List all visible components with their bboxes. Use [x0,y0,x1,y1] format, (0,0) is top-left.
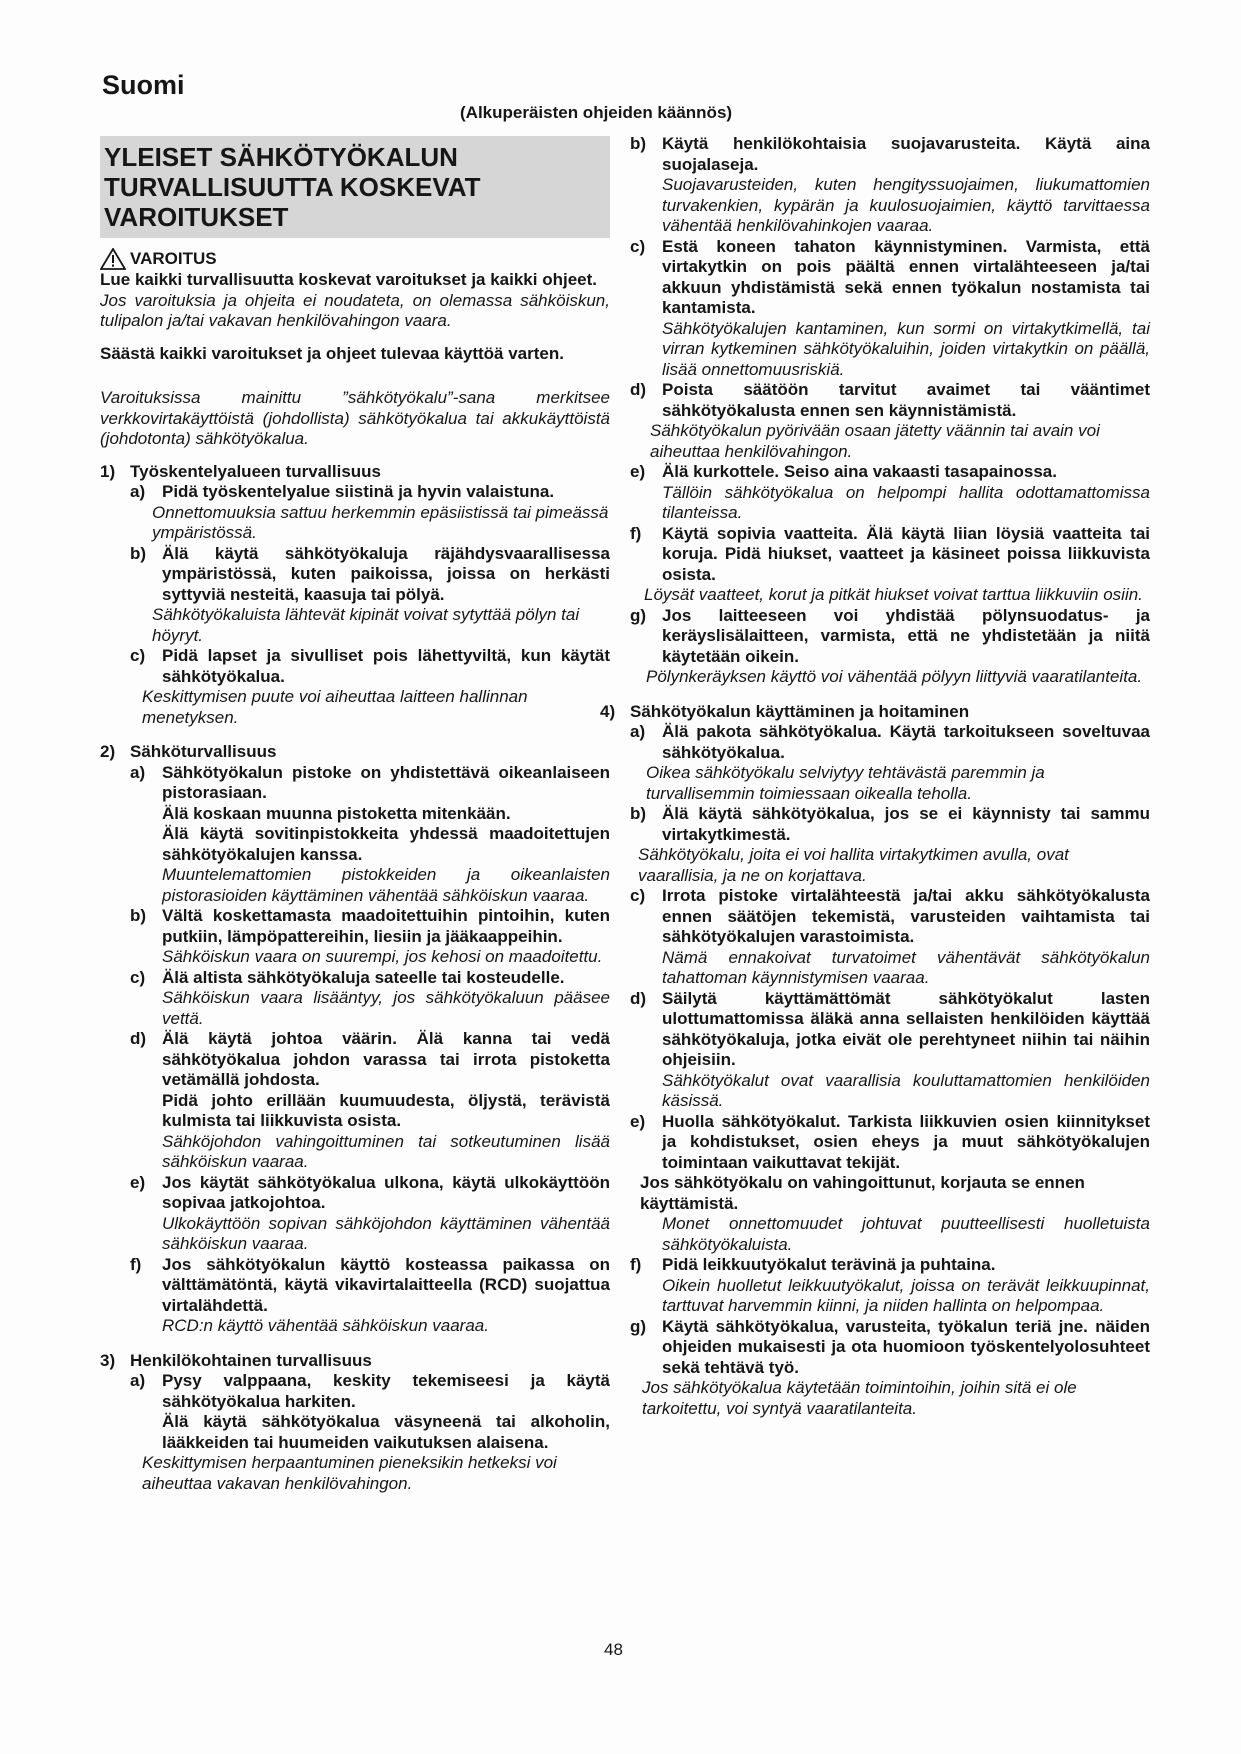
section-4-item-c [630,886,1150,948]
item-letter: e) [630,1111,646,1131]
section-title: Työskentelyalueen turvallisuus [130,461,381,481]
item-letter: f) [630,523,642,543]
section-number: 1) [100,461,116,481]
item-letter: f) [130,1254,142,1274]
left-column [100,136,610,1494]
item-italic-text: Sähköjohdon vahingoittuminen tai sotkeutuminen lisää sähköiskun vaaraa. [162,1131,610,1171]
item-letter: a) [630,722,646,741]
item-italic-text: Sähkötyökalun pyörivään osaan jätetty väännin tai avain voi aiheuttaa henkilövahingon. [650,421,1100,461]
section-1-item-c [130,646,610,687]
section-3-item-f [630,524,1150,586]
item-letter: g) [630,1316,647,1336]
section-number: 4) [600,701,616,721]
warning-label [100,248,610,270]
item-italic-text: Sähköiskun vaara lisääntyy, jos sähkötyökaluun pääsee vettä. [162,988,610,1028]
section-title: Sähkötyökalun käyttäminen ja hoitaminen [630,701,970,721]
section-2-item-b [130,906,610,947]
item-bold-text: Älä käytä sovitinpistokkeita yhdessä maadoitettujen sähkötyökalujen kanssa. [162,824,610,864]
warning-label-text: VAROITUS [130,248,217,268]
section-number: 2) [100,742,116,761]
item-letter: c) [130,646,146,665]
section-2-item-e [130,1173,610,1214]
item-italic-text: Pölynkeräyksen käyttö voi vähentää pölyyn liittyviä vaaratilanteita. [646,667,1143,686]
section-3-item-c [630,237,1150,319]
item-italic-text: Muuntelemattomien pistokkeiden ja oikeanlaisten pistorasioiden käyttäminen vähentää sähköiskun vaaraa. [162,865,610,905]
section-3-item-b [630,134,1150,175]
item-italic-text: Suojavarusteiden, kuten hengityssuojaimen, liukumattomien turvakenkien, kypärän ja kuulosuojaimien, käyttö tarvittaessa vähentää henkilövahinkojen vaaraa. [662,175,1150,235]
item-italic-text: Onnettomuuksia sattuu herkemmin epäsiistissä tai pimeässä ympäristössä. [152,502,609,542]
item-letter: a) [130,482,146,501]
section-title: Sähköturvallisuus [130,742,277,761]
section-4-item-a [630,722,1150,763]
warning-intro-italic: Jos varoituksia ja ohjeita ei noudateta, on olemassa sähköiskun, tulipalon ja/tai vakavan henkilövahingon vaara. [100,290,610,330]
heading-line: VAROITUKSET [104,202,289,232]
item-italic-text: Sähkötyökalut ovat vaarallisia kouluttamattomien henkilöiden käsissä. [662,1070,1150,1110]
item-bold-text: Pysy valppaana, keskity tekemiseesi ja käytä sähkötyökalua harkiten. [162,1371,610,1411]
item-letter: c) [630,886,646,905]
translation-subtitle: (Alkuperäisten ohjeiden käännös) [460,103,733,122]
item-bold-text: Älä kurkottele. Seiso aina vakaasti tasapainossa. [662,462,1057,481]
section-2-item-f [130,1255,610,1317]
item-bold-text: Jos laitteeseen voi yhdistää pölynsuodatus- ja keräyslisälaitteen, varmista, että ne yhdistetään ja niitä käytetään oikein. [662,605,1150,666]
section-1-item-b [130,544,610,606]
item-bold-text: Huolla sähkötyökalut. Tarkista liikkuvien osien kiinnitykset ja kohdistukset, osien eheys ja muut sähkötyökalujen toimintaan vaikuttavat tekijät. [662,1111,1150,1172]
item-italic-text: Monet onnettomuudet johtuvat puutteellisesti huolletuista sähkötyökaluista. [662,1214,1150,1254]
item-letter: e) [630,462,646,481]
item-bold-text: Älä altista sähkötyökaluja sateelle tai kosteudelle. [162,967,565,987]
item-letter: f) [630,1255,642,1274]
item-bold-text: Säilytä käyttämättömät sähkötyökalut lasten ulottumattomissa äläkä anna sellaisten henkilöiden käyttää sähkötyökaluja, jotka eivät ole perehtyneet niihin tai näihin ohjeisiin. [662,988,1150,1069]
item-bold-text: Pidä leikkuutyökalut terävinä ja puhtaina. [662,1255,996,1274]
item-italic-text: Jos sähkötyökalua käytetään toimintoihin, joihin sitä ei ole tarkoitettu, voi syntyä vaaratilanteita. [642,1378,1077,1418]
item-italic-text: Sähköiskun vaara on suurempi, jos kehosi on maadoitettu. [162,947,603,966]
item-italic-text: Nämä ennakoivat turvatoimet vähentävät sähkötyökalun tahattoman käynnistymisen vaaraa. [662,947,1150,987]
section-title: Henkilökohtainen turvallisuus [130,1350,372,1370]
item-bold-text: Pidä lapset ja sivulliset pois lähettyviltä, kun käytät sähkötyökalua. [162,646,610,686]
item-bold-text: Älä käytä sähkötyökaluja räjähdysvaarallisessa ympäristössä, kuten paikoissa, joissa on herkästi syttyviä nesteitä, kaasuja tai pölyä. [162,543,610,604]
section-4-item-g [630,1317,1150,1379]
item-bold-text: Älä koskaan muunna pistoketta mitenkään. [162,803,511,823]
section-4-item-f [630,1255,1150,1276]
item-bold-text: Vältä koskettamasta maadoitettuihin pintoihin, kuten putkiin, lämpöpattereihin, liesiin ja jääkaappeihin. [162,906,610,946]
item-bold-text: Poista säätöön tarvitut avaimet tai vääntimet sähkötyökalusta ennen sen käynnistämistä. [662,380,1150,420]
item-letter: a) [130,762,146,782]
item-italic-text: Sähkötyökalujen kantaminen, kun sormi on virtakytkimellä, tai virran kytkeminen sähkötyökaluihin, joiden virtakytkin on päällä, lisää onnettomuusriskiä. [662,318,1150,379]
section-4-title [600,702,1150,723]
section-number: 3) [100,1350,116,1370]
item-bold-text: Jos sähkötyökalu on vahingoittunut, korjauta se ennen käyttämistä. [640,1173,1085,1213]
item-letter: g) [630,605,647,625]
item-bold-text: Jos käytät sähkötyökalua ulkona, käytä ulkokäyttöön sopivaa jatkojohtoa. [162,1172,610,1212]
item-italic-text: Oikein huolletut leikkuutyökalut, joissa on terävät leikkuupinnat, tarttuvat harvemmin kiinni, ja niiden hallinta on helpompaa. [662,1275,1150,1315]
section-4-item-b [630,804,1150,845]
section-3-item-a [130,1371,610,1412]
item-bold-text: Käytä sopivia vaatteita. Älä käytä liian löysiä vaatteita tai koruja. Pidä hiukset, vaatteet ja käsineet poissa liikkuvista osista. [662,523,1150,584]
item-bold-text: Käytä henkilökohtaisia suojavarusteita. Käytä aina suojalaseja. [662,134,1150,174]
warning-save-text: Säästä kaikki varoitukset ja ohjeet tulevaa käyttöä varten. [100,343,564,363]
item-bold-text: Älä käytä sähkötyökalua väsyneenä tai alkoholin, lääkkeiden tai huumeiden vaikutuksen alaisena. [162,1412,610,1452]
item-letter: c) [630,236,646,256]
item-bold-text: Käytä sähkötyökalua, varusteita, työkalun teriä jne. näiden ohjeiden mukaisesti ja ota huomioon työskentelyolosuhteet sekä tehtävä työ. [662,1316,1150,1377]
right-column [600,134,1150,1419]
page-number: 48 [604,1640,623,1659]
section-3-title [100,1351,610,1372]
section-2-item-c [130,968,610,989]
section-3-item-g [630,606,1150,668]
item-italic-text: Sähkötyökaluista lähtevät kipinät voivat sytyttää pölyn tai höyryt. [152,605,580,645]
item-letter: d) [630,380,647,399]
item-bold-text: Älä pakota sähkötyökalua. Käytä tarkoitukseen soveltuvaa sähkötyökalua. [662,722,1150,762]
item-bold-text: Älä käytä sähkötyökalua, jos se ei käynnisty tai sammu virtakytkimestä. [662,804,1150,844]
item-bold-text: Älä käytä johtoa väärin. Älä kanna tai vedä sähkötyökalua johdon varassa tai irrota pistoketta vetämällä johdosta. [162,1029,610,1089]
item-letter: d) [130,1029,147,1048]
section-1-title [100,462,610,483]
item-letter: b) [130,906,147,925]
section-3-item-e [630,462,1150,483]
warning-definition: Varoituksissa mainittu ”sähkötyökalu”-sana merkitsee verkkovirtakäyttöistä (johdollista) sähkötyökalua tai akkukäyttöistä (johdotonta) sähkötyökalua. [100,388,610,448]
item-letter: e) [130,1172,146,1192]
item-italic-text: RCD:n käyttö vähentää sähköiskun vaaraa. [162,1316,489,1335]
section-3-item-d [630,380,1150,421]
item-italic-text: Keskittymisen puute voi aiheuttaa laitteen hallinnan menetyksen. [142,687,528,727]
warning-intro-bold: Lue kaikki turvallisuutta koskevat varoitukset ja kaikki ohjeet. [100,270,597,289]
item-letter: d) [630,988,647,1008]
item-italic-text: Löysät vaatteet, korut ja pitkät hiukset voivat tarttua liikkuviin osiin. [644,585,1143,604]
warning-triangle-icon [100,248,126,270]
item-bold-text: Irrota pistoke virtalähteestä ja/tai akku sähkötyökalusta ennen säätöjen tekemistä, varusteiden vaihtamista tai sähkötyökalujen varastoimista. [662,886,1150,946]
section-1-item-a [130,482,610,503]
heading-line: YLEISET SÄHKÖTYÖKALUN [104,142,458,172]
item-bold-text: Pidä johto erillään kuumuudesta, öljystä, terävistä kulmista tai liikkuvista osista. [162,1090,610,1130]
item-italic-text: Oikea sähkötyökalu selviytyy tehtävästä paremmin ja turvallisemmin toimiessaan oikealla teholla. [646,763,1045,803]
item-letter: b) [630,804,647,823]
item-letter: a) [130,1371,146,1390]
item-italic-text: Tällöin sähkötyökalua on helpompi hallita odottamattomissa tilanteissa. [662,482,1150,522]
item-italic-text: Sähkötyökalu, joita ei voi hallita virtakytkimen avulla, ovat vaarallisia, ja ne on korjattava. [638,845,1069,885]
item-italic-text: Ulkokäyttöön sopivan sähköjohdon käyttäminen vähentää sähköiskun vaaraa. [162,1213,610,1253]
page-language: Suomi [102,70,185,100]
item-bold-text: Pidä työskentelyalue siistinä ja hyvin valaistuna. [162,482,555,501]
item-bold-text: Jos sähkötyökalun käyttö kosteassa paikassa on välttämätöntä, käytä vikavirtalaitteella (RCD) suojattua virtalähdettä. [162,1254,610,1315]
item-letter: b) [130,543,147,563]
heading-line: TURVALLISUUTTA KOSKEVAT [104,172,481,202]
section-2-item-a [130,763,610,804]
section-4-item-d [630,989,1150,1071]
safety-heading [100,136,610,238]
section-2-title [100,742,610,763]
item-italic-text: Keskittymisen herpaantuminen pieneksikin hetkeksi voi aiheuttaa vakavan henkilövahingon. [142,1453,557,1493]
item-letter: c) [130,967,146,987]
item-bold-text: Estä koneen tahaton käynnistyminen. Varmista, että virtakytkin on pois päältä ennen virtalähteeseen ja/tai akkuun yhdistämistä sekä ennen työkalun nostamista tai kantamista. [662,236,1150,317]
section-2-item-d [130,1029,610,1091]
item-letter: b) [630,134,647,153]
section-4-item-e [630,1112,1150,1174]
item-bold-text: Sähkötyökalun pistoke on yhdistettävä oikeanlaiseen pistorasiaan. [162,762,610,802]
